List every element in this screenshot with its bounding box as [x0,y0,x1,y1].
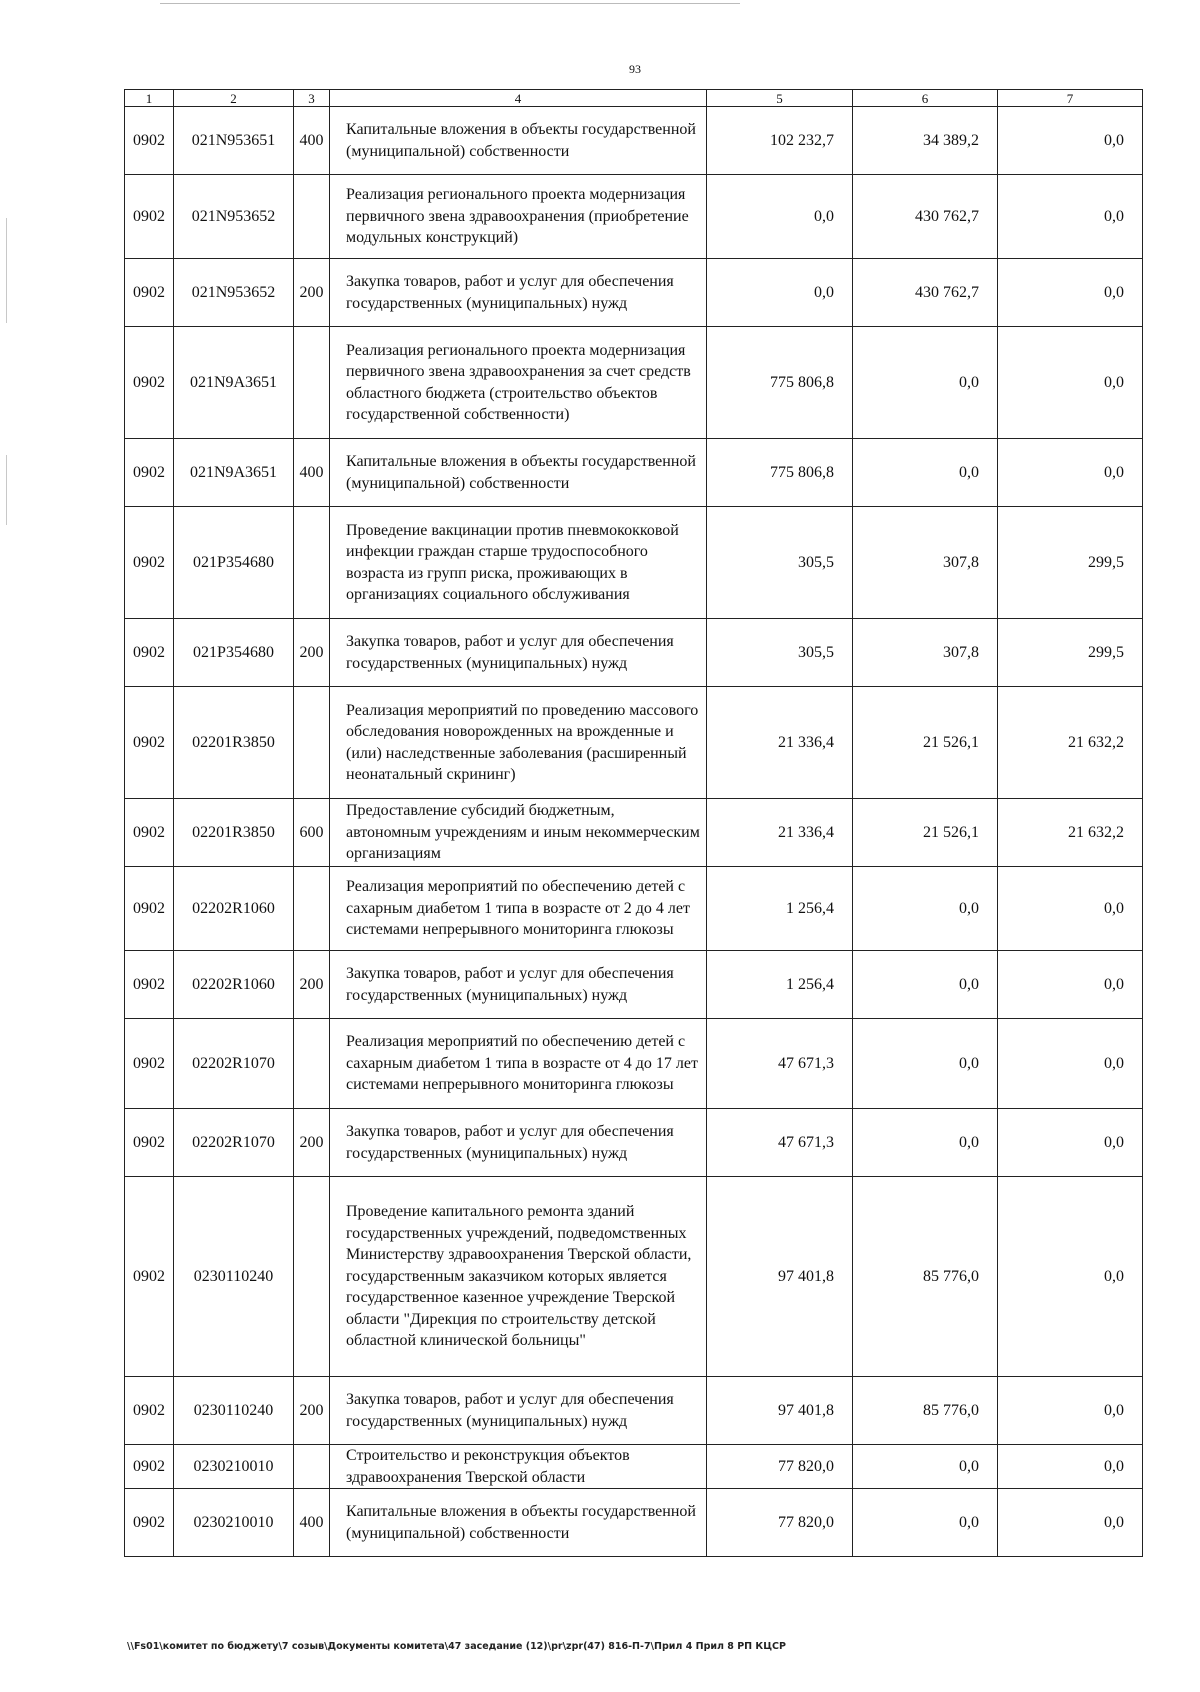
amount-col6-cell: 0,0 [853,867,998,951]
section-cell: 0902 [125,799,174,867]
expense-type-cell [294,867,330,951]
expense-type-cell: 200 [294,259,330,327]
amount-col5-cell: 1 256,4 [707,867,853,951]
amount-col5-cell: 21 336,4 [707,799,853,867]
amount-col6-cell: 307,8 [853,619,998,687]
table-row [125,867,1143,951]
section-cell: 0902 [125,1377,174,1445]
expense-type-cell: 400 [294,439,330,507]
section-cell: 0902 [125,1489,174,1557]
section-cell: 0902 [125,867,174,951]
description-cell: Закупка товаров, работ и услуг для обеспечения государственных (муниципальных) нужд [330,951,707,1019]
table-row [125,439,1143,507]
table-row [125,619,1143,687]
expense-type-cell [294,1177,330,1377]
table-row [125,1445,1143,1489]
section-cell: 0902 [125,1109,174,1177]
description-cell: Реализация регионального проекта модернизация первичного звена здравоохранения (приобретение модульных конструкций) [330,175,707,259]
amount-col6-cell: 0,0 [853,1019,998,1109]
column-header: 2 [174,90,294,107]
amount-col7-cell: 0,0 [998,951,1143,1019]
amount-col6-cell: 85 776,0 [853,1177,998,1377]
amount-col5-cell: 97 401,8 [707,1377,853,1445]
amount-col7-cell: 0,0 [998,1445,1143,1489]
table-row [125,951,1143,1019]
amount-col6-cell: 0,0 [853,951,998,1019]
amount-col5-cell: 77 820,0 [707,1445,853,1489]
table-body [125,107,1143,1557]
amount-col6-cell: 85 776,0 [853,1377,998,1445]
column-header: 6 [853,90,998,107]
amount-col5-cell: 102 232,7 [707,107,853,175]
expense-type-cell: 200 [294,619,330,687]
column-header: 7 [998,90,1143,107]
amount-col5-cell: 97 401,8 [707,1177,853,1377]
description-cell: Реализация мероприятий по обеспечению детей с сахарным диабетом 1 типа в возрасте от 4 до 17 лет системами непрерывного мониторинга глюкозы [330,1019,707,1109]
description-cell: Предоставление субсидий бюджетным, автономным учреждениям и иным некоммерческим организациям [330,799,707,867]
amount-col7-cell: 0,0 [998,1177,1143,1377]
table-row [125,1489,1143,1557]
description-cell: Капитальные вложения в объекты государственной (муниципальной) собственности [330,1489,707,1557]
amount-col7-cell: 0,0 [998,175,1143,259]
table-row [125,1377,1143,1445]
amount-col7-cell: 0,0 [998,867,1143,951]
target-code-cell: 021P354680 [174,507,294,619]
description-cell: Проведение вакцинации против пневмококковой инфекции граждан старше трудоспособного возраста из групп риска, проживающих в организациях социального обслуживания [330,507,707,619]
table-row [125,107,1143,175]
description-cell: Проведение капитального ремонта зданий государственных учреждений, подведомственных Министерству здравоохранения Тверской области, государственным заказчиком которых является государственное казенное учреждение Тверской области "Дирекция по строительству детской областной клинической больницы" [330,1177,707,1377]
file-path-footer: \\Fs01\комитет по бюджету\7 созыв\Документы комитета\47 заседание (12)\pr\zpr(47) 816-П-7\Прил 4 Прил 8 РП КЦСР [127,1641,786,1652]
amount-col5-cell: 77 820,0 [707,1489,853,1557]
description-cell: Закупка товаров, работ и услуг для обеспечения государственных (муниципальных) нужд [330,619,707,687]
budget-table-container [124,89,1142,1557]
table-row [125,259,1143,327]
amount-col5-cell: 21 336,4 [707,687,853,799]
section-cell: 0902 [125,107,174,175]
expense-type-cell [294,1019,330,1109]
amount-col5-cell: 775 806,8 [707,439,853,507]
expense-type-cell: 400 [294,107,330,175]
table-row [125,1019,1143,1109]
amount-col7-cell: 0,0 [998,439,1143,507]
description-cell: Реализация регионального проекта модернизация первичного звена здравоохранения за счет средств областного бюджета (строительство объектов государственной собственности) [330,327,707,439]
amount-col7-cell: 21 632,2 [998,799,1143,867]
target-code-cell: 021N953652 [174,259,294,327]
section-cell: 0902 [125,439,174,507]
amount-col6-cell: 0,0 [853,1445,998,1489]
expense-type-cell: 200 [294,1377,330,1445]
amount-col6-cell: 21 526,1 [853,799,998,867]
description-cell: Закупка товаров, работ и услуг для обеспечения государственных (муниципальных) нужд [330,1109,707,1177]
column-header: 4 [330,90,707,107]
expense-type-cell [294,1445,330,1489]
amount-col6-cell: 307,8 [853,507,998,619]
target-code-cell: 0230210010 [174,1489,294,1557]
expense-type-cell [294,327,330,439]
amount-col6-cell: 0,0 [853,439,998,507]
amount-col5-cell: 47 671,3 [707,1019,853,1109]
amount-col7-cell: 299,5 [998,507,1143,619]
section-cell: 0902 [125,619,174,687]
target-code-cell: 021N9A3651 [174,327,294,439]
amount-col7-cell: 0,0 [998,1377,1143,1445]
amount-col6-cell: 430 762,7 [853,175,998,259]
section-cell: 0902 [125,687,174,799]
description-cell: Реализация мероприятий по обеспечению детей с сахарным диабетом 1 типа в возрасте от 2 до 4 лет системами непрерывного мониторинга глюкозы [330,867,707,951]
amount-col6-cell: 0,0 [853,1109,998,1177]
expense-type-cell [294,175,330,259]
section-cell: 0902 [125,1019,174,1109]
table-row [125,687,1143,799]
amount-col7-cell: 0,0 [998,259,1143,327]
budget-table [124,89,1143,1557]
column-header: 1 [125,90,174,107]
section-cell: 0902 [125,175,174,259]
target-code-cell: 021N953651 [174,107,294,175]
section-cell: 0902 [125,1445,174,1489]
amount-col7-cell: 0,0 [998,1019,1143,1109]
page-number: 93 [629,62,641,76]
expense-type-cell [294,507,330,619]
amount-col6-cell: 21 526,1 [853,687,998,799]
amount-col5-cell: 47 671,3 [707,1109,853,1177]
section-cell: 0902 [125,507,174,619]
expense-type-cell: 200 [294,1109,330,1177]
target-code-cell: 02202R1070 [174,1019,294,1109]
section-cell: 0902 [125,259,174,327]
amount-col7-cell: 299,5 [998,619,1143,687]
section-cell: 0902 [125,951,174,1019]
amount-col6-cell: 430 762,7 [853,259,998,327]
amount-col7-cell: 0,0 [998,1489,1143,1557]
description-cell: Закупка товаров, работ и услуг для обеспечения государственных (муниципальных) нужд [330,259,707,327]
target-code-cell: 0230110240 [174,1377,294,1445]
column-header: 5 [707,90,853,107]
column-header: 3 [294,90,330,107]
target-code-cell: 021P354680 [174,619,294,687]
amount-col6-cell: 0,0 [853,327,998,439]
table-row [125,507,1143,619]
description-cell: Реализация мероприятий по проведению массового обследования новорожденных на врожденные и (или) наследственные заболевания (расширенный неонатальный скрининг) [330,687,707,799]
expense-type-cell: 400 [294,1489,330,1557]
amount-col7-cell: 0,0 [998,1109,1143,1177]
amount-col7-cell: 21 632,2 [998,687,1143,799]
target-code-cell: 02201R3850 [174,687,294,799]
amount-col7-cell: 0,0 [998,107,1143,175]
amount-col5-cell: 305,5 [707,619,853,687]
target-code-cell: 02202R1060 [174,951,294,1019]
amount-col6-cell: 34 389,2 [853,107,998,175]
table-row [125,799,1143,867]
section-cell: 0902 [125,1177,174,1377]
table-row [125,327,1143,439]
target-code-cell: 021N953652 [174,175,294,259]
amount-col5-cell: 0,0 [707,259,853,327]
table-row [125,1109,1143,1177]
description-cell: Строительство и реконструкция объектов здравоохранения Тверской области [330,1445,707,1489]
table-row [125,175,1143,259]
description-cell: Капитальные вложения в объекты государственной (муниципальной) собственности [330,439,707,507]
scan-top-rule [160,3,740,4]
description-cell: Капитальные вложения в объекты государственной (муниципальной) собственности [330,107,707,175]
amount-col5-cell: 775 806,8 [707,327,853,439]
target-code-cell: 02201R3850 [174,799,294,867]
description-cell: Закупка товаров, работ и услуг для обеспечения государственных (муниципальных) нужд [330,1377,707,1445]
section-cell: 0902 [125,327,174,439]
target-code-cell: 0230110240 [174,1177,294,1377]
amount-col6-cell: 0,0 [853,1489,998,1557]
amount-col5-cell: 1 256,4 [707,951,853,1019]
expense-type-cell: 600 [294,799,330,867]
target-code-cell: 02202R1070 [174,1109,294,1177]
table-row [125,1177,1143,1377]
target-code-cell: 0230210010 [174,1445,294,1489]
expense-type-cell: 200 [294,951,330,1019]
target-code-cell: 021N9A3651 [174,439,294,507]
amount-col5-cell: 0,0 [707,175,853,259]
target-code-cell: 02202R1060 [174,867,294,951]
scan-edge-mark [6,455,7,525]
expense-type-cell [294,687,330,799]
amount-col5-cell: 305,5 [707,507,853,619]
amount-col7-cell: 0,0 [998,327,1143,439]
scan-edge-mark [6,218,7,323]
table-header-row [125,90,1143,107]
